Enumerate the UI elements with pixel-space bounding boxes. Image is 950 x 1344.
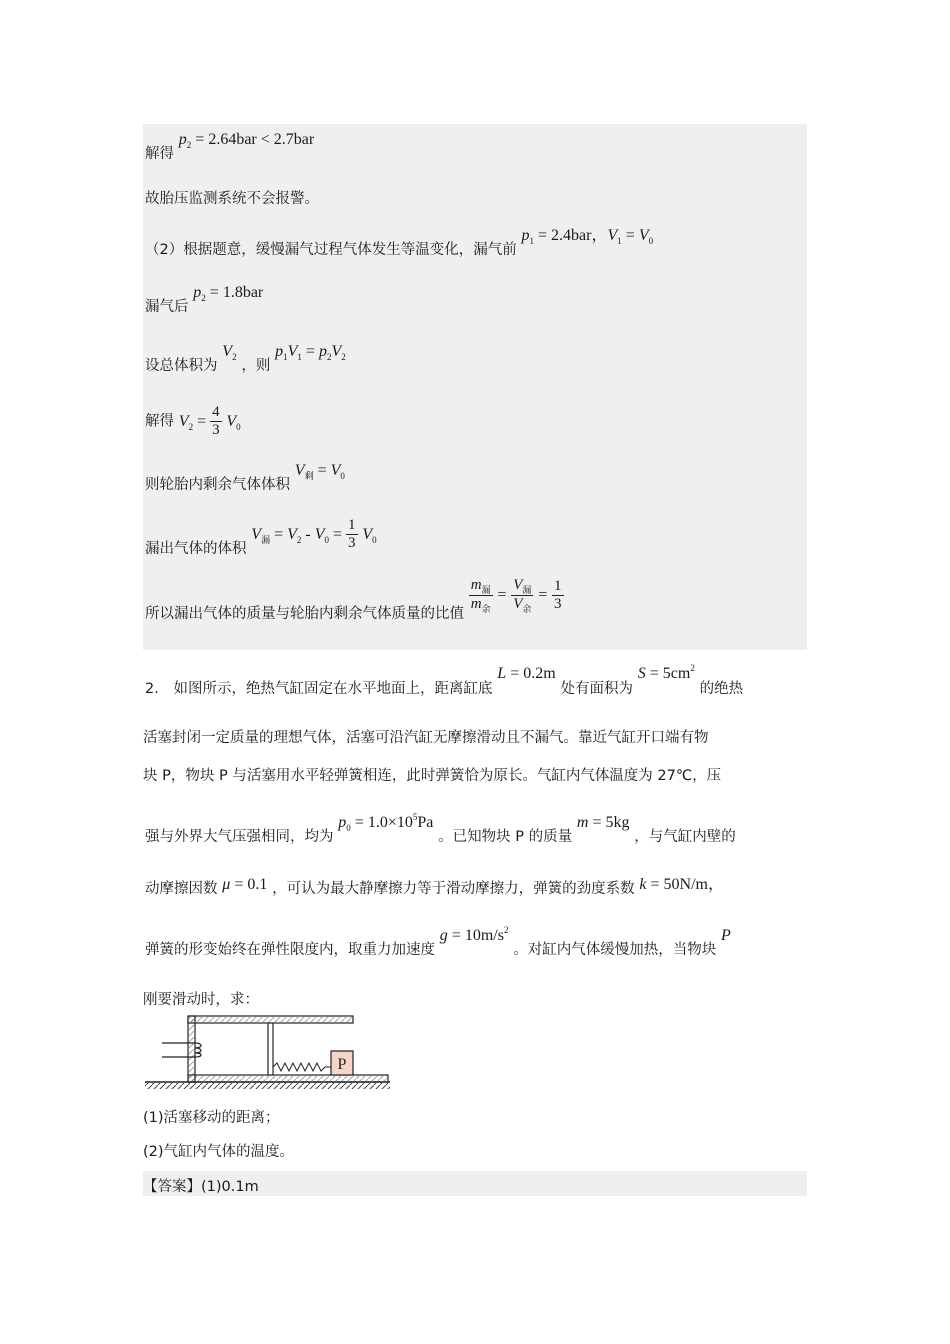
solution-line-6: 解得 $V_2$ = $\frac{4}{3}$ $V_0$ [145, 404, 241, 438]
problem-line-3: 块 P，物块 P 与活塞用水平轻弹簧相连，此时弹簧恰为原长。气缸内气体温度为 27℃，压 [143, 768, 722, 784]
problem-line-7: 刚要滑动时，求： [143, 992, 259, 1008]
solution-line-1: 解得 $p_2 = 2.64bar < 2.7bar$ [145, 131, 315, 162]
heater-coil-icon [195, 1043, 201, 1057]
piston [268, 1023, 273, 1075]
solution-line-7: 则轮胎内剩余气体体积 $V_剩 = V_0$ [145, 462, 345, 493]
problem-line-2: 活塞封闭一定质量的理想气体，活塞可沿汽缸无摩擦滑动且不漏气。靠近气缸开口端有物 [143, 730, 709, 746]
question-1: (1)活塞移动的距离； [143, 1110, 280, 1126]
ground-hatch [145, 1083, 390, 1089]
solution-line-3: （2）根据题意，缓慢漏气过程气体发生等温变化，漏气前 $p_1 = 2.4bar$，$V_1 = V_0$ [145, 227, 654, 258]
problem-line-6: 弹簧的形变始终在弹性限度内，取重力加速度 $g = 10m/s^2$ 。对缸内气体缓慢加热，当物块 P [145, 925, 731, 958]
problem-line-4: 强与外界大气压强相同，均为 $p_0 = 1.0\times 10^5Pa$ 。已知物块 P 的质量 m = 5kg ，与气缸内壁的 [145, 812, 736, 845]
question-2: (2)气缸内气体的温度。 [143, 1144, 295, 1160]
solution-line-9: 所以漏出气体的质量与轮胎内剩余气体质量的比值 $\frac{m_漏}{m_余}$ = $\frac{V_漏}{V_余}$ = $\frac{1}{3}$ [145, 577, 562, 622]
solution-line-4: 漏气后 $p_2 = 1.8bar$ [145, 284, 264, 315]
cylinder-diagram [140, 1013, 400, 1093]
solution-line-2: 故胎压监测系统不会报警。 [145, 191, 319, 207]
spring-icon [273, 1063, 331, 1071]
answer-line: 【答案】(1)0.1m [143, 1179, 259, 1195]
problem-line-1: 2． 如图所示，绝热气缸固定在水平地面上，距离缸底 L = 0.2m 处有面积为 $S = 5cm^2$ 的绝热 [145, 663, 744, 697]
problem-line-5: 动摩擦因数 μ = 0.1 ，可认为最大静摩擦力等于滑动摩擦力，弹簧的劲度系数 k = 50N/m， [145, 876, 725, 897]
solution-line-8: 漏出气体的体积 $V_漏 = V_2 - V_0$ = $\frac{1}{3}$ $V_0$ [145, 517, 377, 557]
block-p-label: P [337, 1056, 347, 1073]
solution-line-5: 设总体积为 $V_2$ ，则 $p_1V_1 = p_2V_2$ [145, 343, 346, 374]
